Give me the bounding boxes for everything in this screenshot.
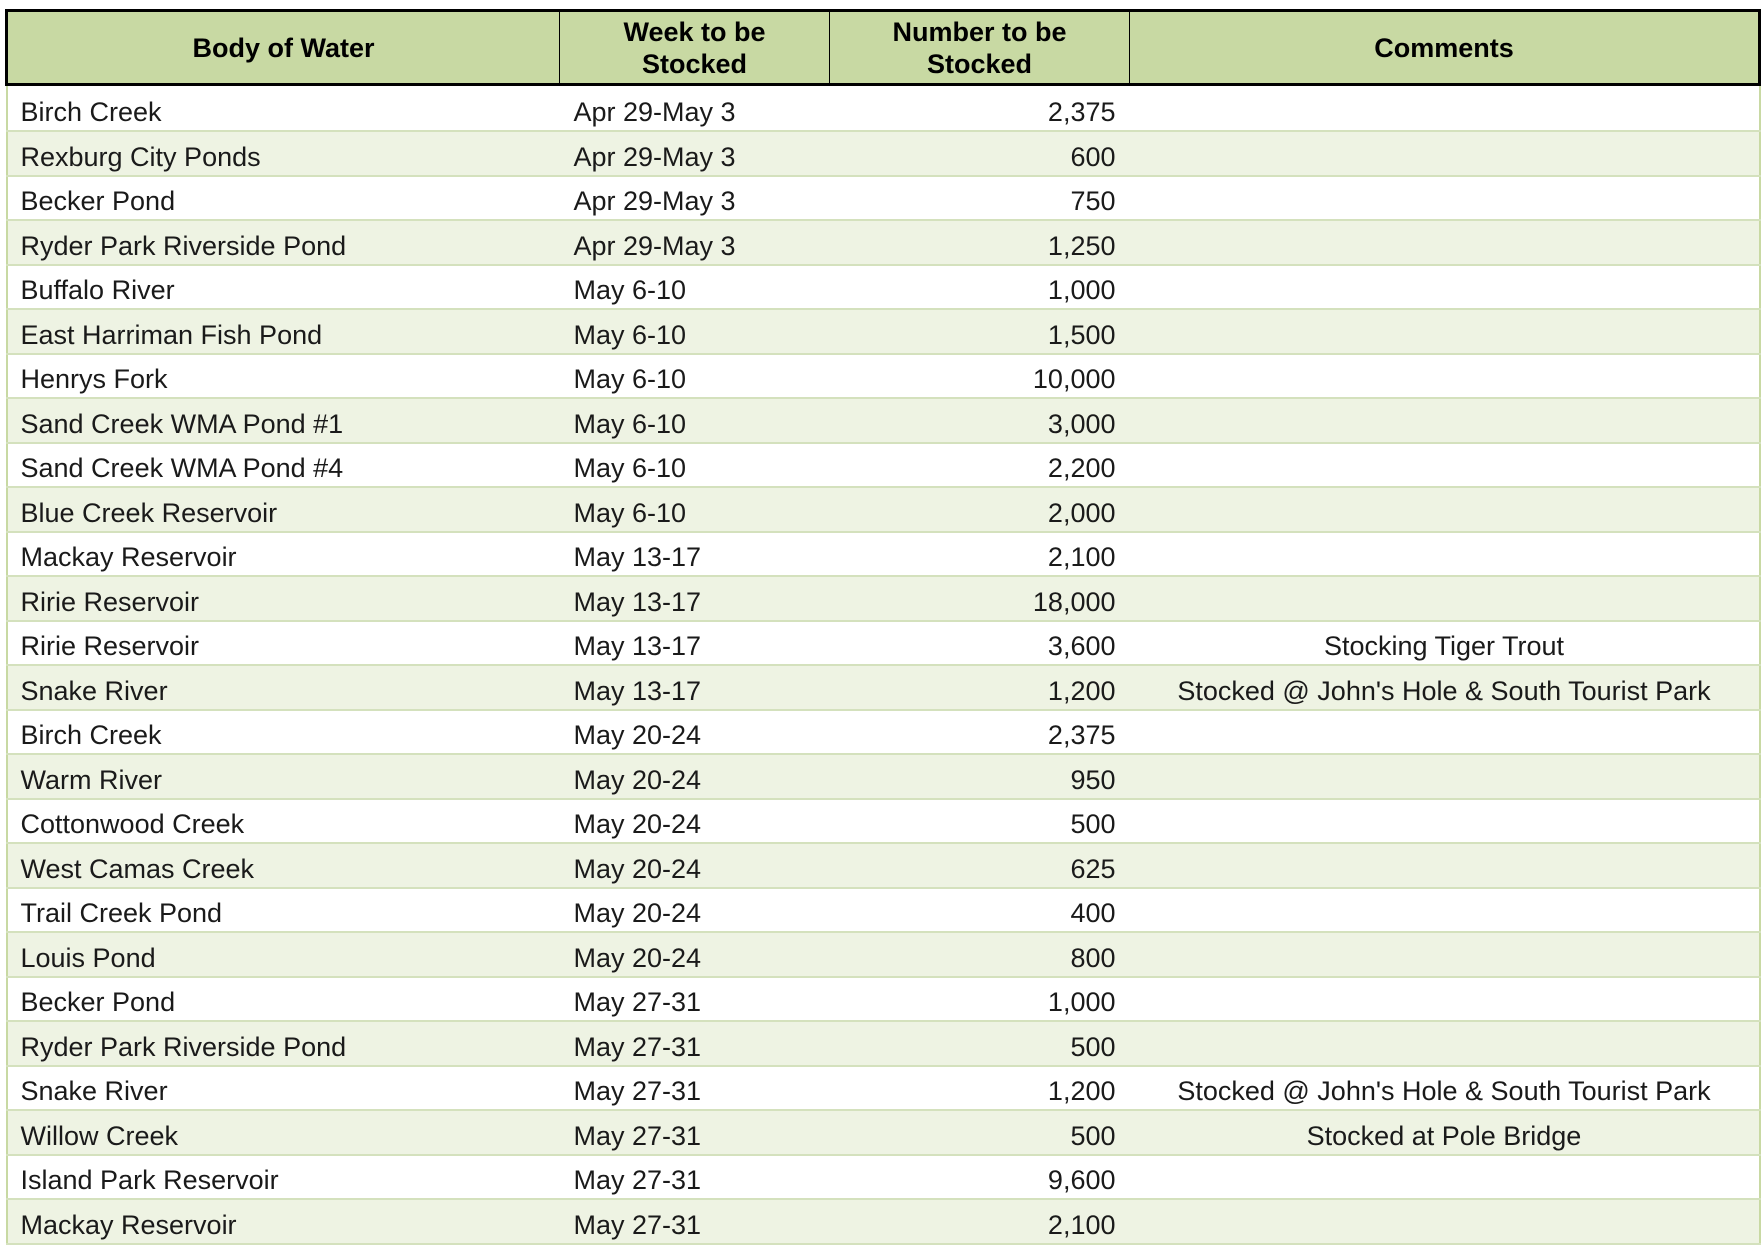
cell-comment [1130,85,1760,132]
header-comments [1130,11,1760,85]
cell-number: 1,500 [830,309,1130,354]
table-row [7,85,1760,132]
cell-comment [1130,1155,1760,1200]
cell-body-of-water: Buffalo River [7,265,560,310]
cell-week: Apr 29-May 3 [560,85,830,132]
header-week-line1: Week to be [623,16,766,47]
cell-week: May 13-17 [560,576,830,621]
table-row [7,131,1760,176]
header-number-line2: Stocked [926,48,1033,79]
table-row [7,176,1760,221]
cell-week: May 20-24 [560,843,830,888]
cell-week: May 6-10 [560,309,830,354]
cell-number: 400 [830,888,1130,933]
header-number-line1: Number to be [892,16,1067,47]
cell-comment: Stocked @ John's Hole & South Tourist Park [1130,1066,1760,1111]
cell-body-of-water: Mackay Reservoir [7,532,560,577]
cell-comment [1130,220,1760,265]
cell-week: May 27-31 [560,977,830,1022]
table-row [7,1066,1760,1111]
table-row [7,1021,1760,1066]
table-row [7,977,1760,1022]
cell-week: May 27-31 [560,1021,830,1066]
cell-number: 1,200 [830,1066,1130,1111]
cell-body-of-water: Henrys Fork [7,354,560,399]
cell-number: 1,000 [830,265,1130,310]
cell-number: 2,000 [830,487,1130,532]
cell-comment [1130,265,1760,310]
table-row [7,1155,1760,1200]
table-row [7,1110,1760,1155]
cell-body-of-water: Blue Creek Reservoir [7,487,560,532]
cell-number: 500 [830,799,1130,844]
cell-number: 625 [830,843,1130,888]
cell-body-of-water: Sand Creek WMA Pond #4 [7,443,560,488]
cell-number: 3,600 [830,621,1130,666]
cell-body-of-water: Snake River [7,1066,560,1111]
table-row [7,487,1760,532]
table-row [7,621,1760,666]
table-row [7,443,1760,488]
cell-number: 10,000 [830,354,1130,399]
table-row [7,665,1760,710]
table-row [7,220,1760,265]
cell-comment: Stocked at Pole Bridge [1130,1110,1760,1155]
cell-comment [1130,443,1760,488]
cell-comment [1130,532,1760,577]
cell-comment [1130,176,1760,221]
cell-body-of-water: Ririe Reservoir [7,576,560,621]
table-row [7,265,1760,310]
cell-number: 2,100 [830,532,1130,577]
cell-number: 9,600 [830,1155,1130,1200]
cell-body-of-water: Louis Pond [7,932,560,977]
cell-week: May 6-10 [560,487,830,532]
cell-number: 1,250 [830,220,1130,265]
header-comments-label: Comments [1374,32,1514,63]
cell-week: May 20-24 [560,754,830,799]
stocking-schedule-table [5,9,1761,1245]
cell-body-of-water: Birch Creek [7,85,560,132]
cell-body-of-water: Ryder Park Riverside Pond [7,1021,560,1066]
cell-body-of-water: East Harriman Fish Pond [7,309,560,354]
cell-comment [1130,754,1760,799]
cell-comment [1130,799,1760,844]
cell-comment [1130,487,1760,532]
cell-number: 600 [830,131,1130,176]
table-row [7,754,1760,799]
table-row [7,888,1760,933]
cell-comment: Stocked @ John's Hole & South Tourist Park [1130,665,1760,710]
cell-week: May 27-31 [560,1110,830,1155]
cell-number: 950 [830,754,1130,799]
cell-number: 2,100 [830,1199,1130,1244]
cell-number: 500 [830,1021,1130,1066]
cell-body-of-water: Snake River [7,665,560,710]
table-row [7,799,1760,844]
cell-week: May 13-17 [560,665,830,710]
cell-body-of-water: West Camas Creek [7,843,560,888]
cell-comment [1130,309,1760,354]
cell-number: 800 [830,932,1130,977]
cell-body-of-water: Sand Creek WMA Pond #1 [7,398,560,443]
cell-number: 1,000 [830,977,1130,1022]
cell-body-of-water: Trail Creek Pond [7,888,560,933]
cell-body-of-water: Warm River [7,754,560,799]
cell-week: May 6-10 [560,265,830,310]
cell-number: 1,200 [830,665,1130,710]
header-body-of-water-label: Body of Water [192,32,375,63]
table-row [7,576,1760,621]
cell-week: Apr 29-May 3 [560,176,830,221]
cell-body-of-water: Cottonwood Creek [7,799,560,844]
table-row [7,354,1760,399]
cell-number: 750 [830,176,1130,221]
header-week [560,11,830,85]
table-row [7,1199,1760,1244]
cell-week: May 20-24 [560,932,830,977]
cell-week: Apr 29-May 3 [560,220,830,265]
cell-comment [1130,131,1760,176]
cell-comment [1130,932,1760,977]
cell-comment [1130,977,1760,1022]
table-row [7,398,1760,443]
header-body-of-water [7,11,560,85]
cell-body-of-water: Ryder Park Riverside Pond [7,220,560,265]
cell-comment: Stocking Tiger Trout [1130,621,1760,666]
cell-week: May 6-10 [560,354,830,399]
cell-number: 2,375 [830,85,1130,132]
cell-comment [1130,1021,1760,1066]
cell-week: May 13-17 [560,532,830,577]
cell-week: May 27-31 [560,1199,830,1244]
table-row [7,932,1760,977]
cell-number: 2,375 [830,710,1130,755]
cell-comment [1130,888,1760,933]
cell-number: 500 [830,1110,1130,1155]
cell-comment [1130,398,1760,443]
table-row [7,843,1760,888]
cell-body-of-water: Ririe Reservoir [7,621,560,666]
cell-comment [1130,710,1760,755]
cell-body-of-water: Birch Creek [7,710,560,755]
cell-body-of-water: Rexburg City Ponds [7,131,560,176]
cell-week: May 20-24 [560,888,830,933]
cell-week: May 27-31 [560,1155,830,1200]
cell-body-of-water: Island Park Reservoir [7,1155,560,1200]
header-week-line2: Stocked [641,48,748,79]
table-body [7,85,1760,1244]
cell-comment [1130,576,1760,621]
cell-week: Apr 29-May 3 [560,131,830,176]
table-row [7,710,1760,755]
cell-number: 18,000 [830,576,1130,621]
cell-week: May 27-31 [560,1066,830,1111]
cell-number: 3,000 [830,398,1130,443]
header-number [830,11,1130,85]
cell-week: May 6-10 [560,398,830,443]
table-row [7,532,1760,577]
cell-body-of-water: Willow Creek [7,1110,560,1155]
header-row [7,11,1760,85]
cell-week: May 20-24 [560,799,830,844]
cell-body-of-water: Mackay Reservoir [7,1199,560,1244]
table-row [7,309,1760,354]
cell-comment [1130,354,1760,399]
cell-week: May 13-17 [560,621,830,666]
cell-comment [1130,843,1760,888]
cell-number: 2,200 [830,443,1130,488]
cell-body-of-water: Becker Pond [7,176,560,221]
cell-comment [1130,1199,1760,1244]
cell-week: May 20-24 [560,710,830,755]
cell-week: May 6-10 [560,443,830,488]
cell-body-of-water: Becker Pond [7,977,560,1022]
